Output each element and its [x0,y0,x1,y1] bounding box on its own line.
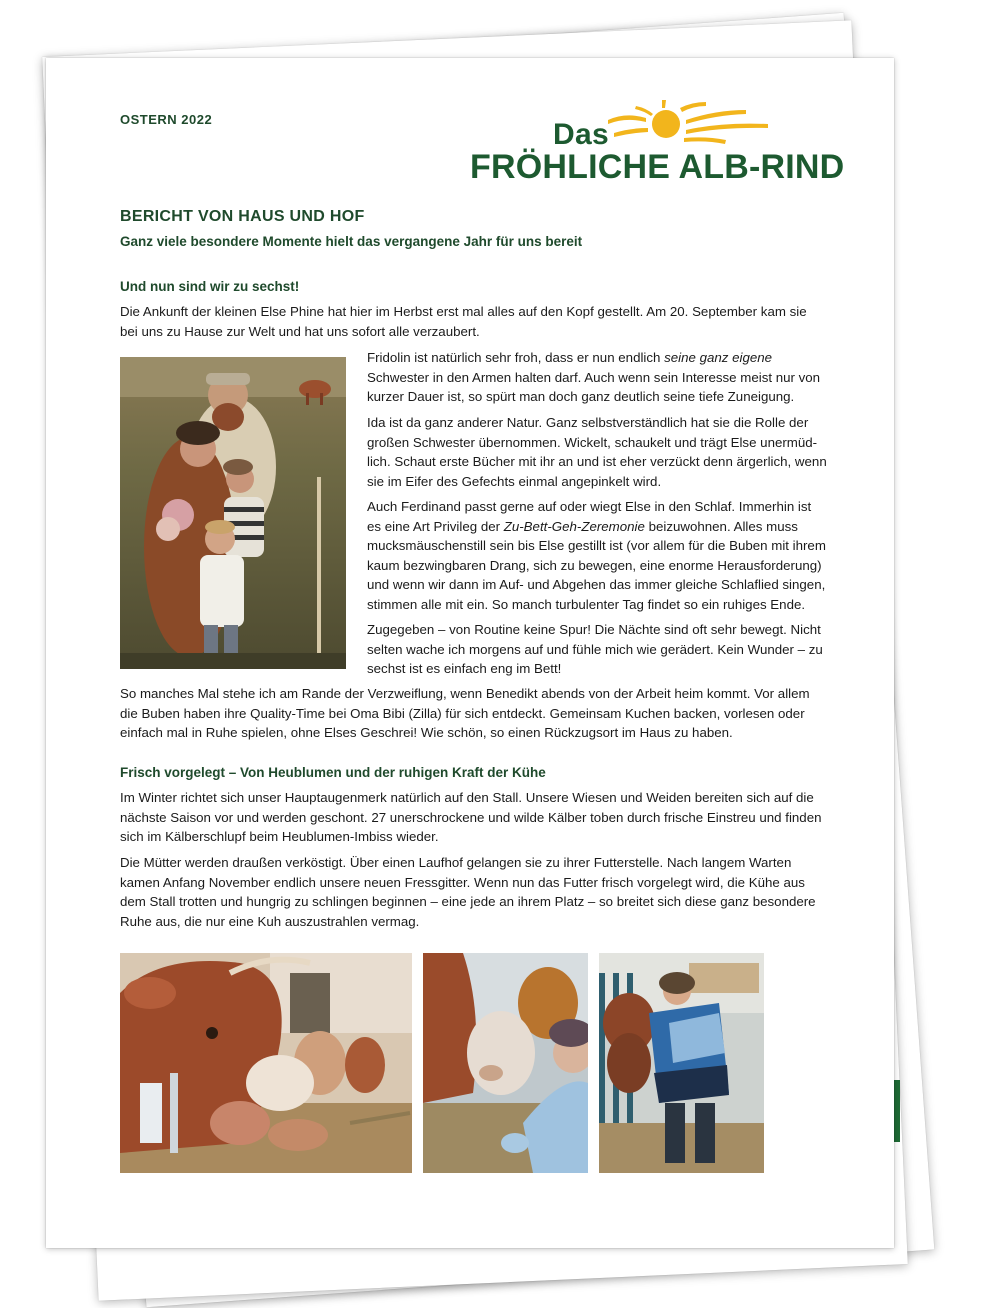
paragraph-mothers: Die Mütter werden draußen verköstigt. Über einen Laufhof gelangen sie zu ihrer Futterstelle. Nach langem Warten kamen Anfang November endlich unsere neuen Fressgitter. Wenn nun das Futter frisch vorgelegt wird, die Kühe aus dem Stall trotten und hungrig zu schlingen beginnen – eine jede an ihrem Platz – so breitet sich diese ganz besondere Ruhe aus, die nur eine Kuh auszustrahlen vermag. [120,855,816,929]
cow-photo [120,953,412,1173]
article-title: BERICHT VON HAUS UND HOF [120,208,365,225]
brand-logo [468,100,845,192]
paragraph-fridolin [367,348,827,407]
text-run: beizuwohnen. Alles muss mucksmäuschenstill sein bis Else gestillt ist (vor allem für die Buben mit ihrem kaum bezwingbaren Drang, sich zu bewegen, eine enorme Herausforderung) und wenn wir dann im Auf- und Abgehen das immer gleiche Schlaflied singen, stimmen alle mit ein. So manch turbulenter Tag findet so ein ruhiges Ende. [367,518,826,612]
family-photo [120,357,346,669]
text-emphasis: Zu-Bett-Geh-Zeremonie [503,518,645,534]
boy-with-cow-photo [599,953,764,1173]
paragraph-routine: Zugegeben – von Routine keine Spur! Die Nächte sind oft sehr bewegt. Nicht selten wache ich morgens auf und fühle mich wie gerädert. Kein Wunder – zu sechst ist es einfach eng im Bett! [367,622,823,676]
text-run: Schwester in den Armen halten darf. Auch wenn sein Interesse meist nur von kurzer Dauer ist, so spürt man doch ganz deutlich seine tiefe Zuneigung. [367,369,821,404]
child-with-cow-photo [423,953,588,1173]
section-title-family: Und nun sind wir zu sechst! [120,279,300,294]
paragraph-winter: Im Winter richtet sich unser Hauptaugenmerk natürlich auf den Stall. Unsere Wiesen und Weiden bereiten sich auf die nächste Saison vor und werden geschont. 27 unerschrockene und wilde Kälber toben durch frische Einstreu und finden sich im Kälberschlupf beim Heublumen-Imbiss wieder. [120,790,822,844]
section-title-stable: Frisch vorgelegt – Von Heublumen und der ruhigen Kraft der Kühe [120,765,546,780]
text-emphasis: seine ganz eigene [664,350,773,365]
edition-label: OSTERN 2022 [120,112,213,127]
text-run: Fridolin ist natürlich sehr froh, dass er nun endlich [367,350,665,365]
logo-text-name: FRÖHLICHE ALB-RIND [470,148,845,186]
text-run: Auch Ferdinand passt gerne auf oder wiegt Else in den Schlaf. Immerhin ist es eine Art Privileg der [367,499,812,534]
paragraph-intro: Die Ankunft der kleinen Else Phine hat hier im Herbst erst mal alles auf den Kopf gestellt. Am 20. September kam sie bei uns zu Hause zur Welt und hat uns sofort alle verzaubert. [120,304,807,339]
paragraph-ida: Ida ist da ganz anderer Natur. Ganz selbstverständlich hat sie die Rolle der großen Schwester übernommen. Wickelt, schaukelt und trägt Else unermüdlich. Schaut erste Bücher mit ihr an und ist eher verzückt denn ärgerlich, wenn sie im Eifer des Gefechts einmal angepinkelt wird. [367,415,827,489]
paragraph-ferdinand [367,497,827,614]
paragraph-benedikt: So manches Mal stehe ich am Rande der Verzweiflung, wenn Benedikt abends von der Arbeit heim kommt. Vor allem die Buben haben ihre Quality-Time bei Oma Bibi (Zilla) für sich entdeckt. Gemeinsam Kuchen backen, vorlesen oder einfach mal in Ruhe spielen, ohne Elses Geschrei! Wie schön, so einen Rückzugsort im Haus zu haben. [120,686,810,740]
logo-text-das: Das [553,118,609,151]
sun-icon [606,100,771,148]
article-subtitle: Ganz viele besondere Momente hielt das vergangene Jahr für uns bereit [120,234,583,249]
